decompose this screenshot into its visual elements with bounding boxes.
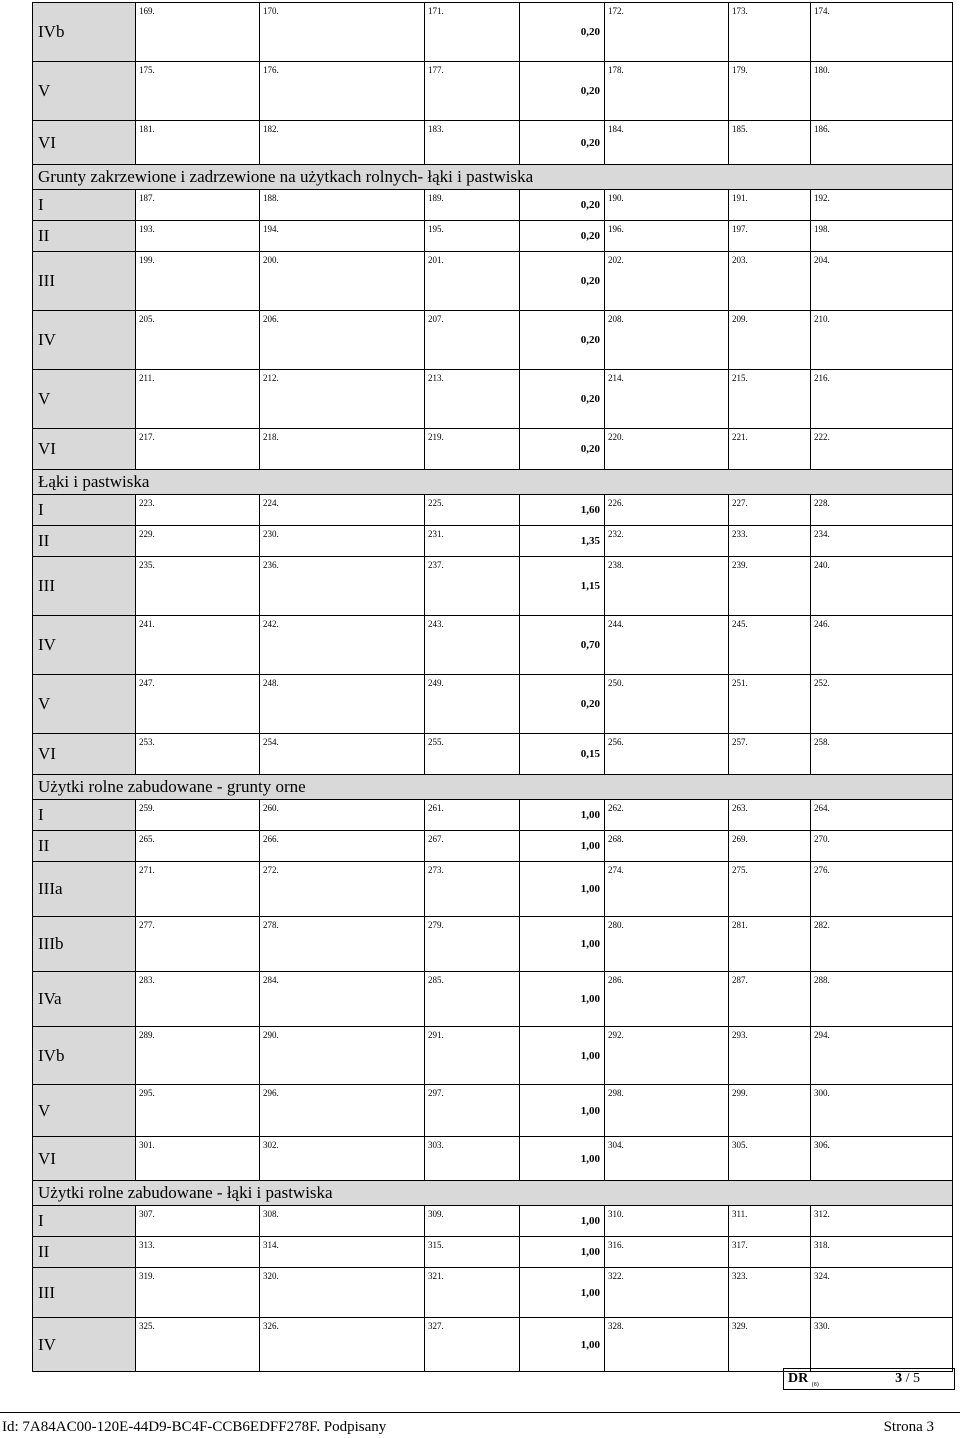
table-row <box>33 1137 953 1181</box>
area-entry-cell[interactable]: 184. <box>605 121 729 165</box>
area-entry-cell[interactable]: 294. <box>811 1027 953 1085</box>
area-entry-cell[interactable]: 268. <box>605 831 729 862</box>
area-entry-cell[interactable]: 277. <box>136 917 260 972</box>
class-label: VI <box>33 734 136 775</box>
table-row <box>33 3 953 62</box>
conversion-factor: 1,00 <box>520 1137 605 1181</box>
conversion-factor: 1,00 <box>520 800 605 831</box>
area-entry-cell[interactable]: 292. <box>605 1027 729 1085</box>
conversion-factor: 0,15 <box>520 734 605 775</box>
area-entry-cell[interactable]: 173. <box>729 3 811 62</box>
section-header-row <box>33 1181 953 1206</box>
area-entry-cell[interactable]: 318. <box>811 1237 953 1268</box>
conversion-factor: 0,20 <box>520 311 605 370</box>
table-row <box>33 734 953 775</box>
page-label: Strona 3 <box>883 1419 934 1435</box>
area-entry-cell[interactable]: 264. <box>811 800 953 831</box>
conversion-factor: 1,00 <box>520 917 605 972</box>
area-entry-cell[interactable]: 210. <box>811 311 953 370</box>
area-entry-cell[interactable]: 326. <box>260 1318 425 1372</box>
table-row <box>33 1237 953 1268</box>
area-entry-cell[interactable]: 316. <box>605 1237 729 1268</box>
area-entry-cell[interactable]: 260. <box>260 800 425 831</box>
area-entry-cell[interactable]: 200. <box>260 252 425 311</box>
area-entry-cell[interactable]: 275. <box>729 862 811 917</box>
class-label: IIIa <box>33 862 136 917</box>
class-label: IVb <box>33 1027 136 1085</box>
section-header-row <box>33 775 953 800</box>
area-entry-cell[interactable]: 293. <box>729 1027 811 1085</box>
class-label: V <box>33 370 136 429</box>
area-entry-cell[interactable]: 306. <box>811 1137 953 1181</box>
conversion-factor: 1,00 <box>520 1318 605 1372</box>
area-entry-cell[interactable]: 289. <box>136 1027 260 1085</box>
form-version: (8) <box>811 1381 819 1388</box>
area-entry-cell[interactable]: 315. <box>425 1237 520 1268</box>
area-entry-cell[interactable]: 255. <box>425 734 520 775</box>
table-row <box>33 1206 953 1237</box>
conversion-factor: 1,00 <box>520 1237 605 1268</box>
area-entry-cell[interactable]: 214. <box>605 370 729 429</box>
area-entry-cell[interactable]: 181. <box>136 121 260 165</box>
area-entry-cell[interactable]: 296. <box>260 1085 425 1137</box>
area-entry-cell[interactable]: 311. <box>729 1206 811 1237</box>
class-label: III <box>33 557 136 616</box>
area-entry-cell[interactable]: 193. <box>136 221 260 252</box>
table-row <box>33 429 953 470</box>
area-entry-cell[interactable]: 245. <box>729 616 811 675</box>
conversion-factor: 1,60 <box>520 495 605 526</box>
area-entry-cell[interactable]: 230. <box>260 526 425 557</box>
area-entry-cell[interactable]: 190. <box>605 190 729 221</box>
area-entry-cell[interactable]: 244. <box>605 616 729 675</box>
conversion-factor: 0,20 <box>520 190 605 221</box>
footer-divider <box>0 1412 960 1413</box>
area-entry-cell[interactable]: 312. <box>811 1206 953 1237</box>
area-entry-cell[interactable]: 282. <box>811 917 953 972</box>
conversion-factor: 1,00 <box>520 1085 605 1137</box>
land-classification-table <box>32 2 953 1372</box>
area-entry-cell[interactable]: 276. <box>811 862 953 917</box>
conversion-factor: 0,20 <box>520 429 605 470</box>
conversion-factor: 0,20 <box>520 370 605 429</box>
table-row <box>33 675 953 734</box>
area-entry-cell[interactable]: 328. <box>605 1318 729 1372</box>
class-label: VI <box>33 1137 136 1181</box>
area-entry-cell[interactable]: 221. <box>729 429 811 470</box>
table-row <box>33 252 953 311</box>
conversion-factor: 0,20 <box>520 3 605 62</box>
area-entry-cell[interactable]: 301. <box>136 1137 260 1181</box>
area-entry-cell[interactable]: 217. <box>136 429 260 470</box>
area-entry-cell[interactable]: 251. <box>729 675 811 734</box>
area-entry-cell[interactable]: 323. <box>729 1268 811 1318</box>
class-label: II <box>33 526 136 557</box>
table-row <box>33 1027 953 1085</box>
area-entry-cell[interactable]: 228. <box>811 495 953 526</box>
page-counter: 3 / 5 <box>895 1371 920 1386</box>
class-label: I <box>33 800 136 831</box>
area-entry-cell[interactable]: 270. <box>811 831 953 862</box>
table-row <box>33 831 953 862</box>
table-row <box>33 1268 953 1318</box>
area-entry-cell[interactable]: 236. <box>260 557 425 616</box>
area-entry-cell[interactable]: 170. <box>260 3 425 62</box>
class-label: V <box>33 675 136 734</box>
area-entry-cell[interactable]: 253. <box>136 734 260 775</box>
area-entry-cell[interactable]: 271. <box>136 862 260 917</box>
area-entry-cell[interactable]: 263. <box>729 800 811 831</box>
area-entry-cell[interactable]: 287. <box>729 972 811 1027</box>
area-entry-cell[interactable]: 233. <box>729 526 811 557</box>
conversion-factor: 1,00 <box>520 1027 605 1085</box>
section-title: Użytki rolne zabudowane - grunty orne <box>33 775 953 800</box>
conversion-factor: 1,15 <box>520 557 605 616</box>
area-entry-cell[interactable]: 265. <box>136 831 260 862</box>
area-entry-cell[interactable]: 269. <box>729 831 811 862</box>
area-entry-cell[interactable]: 179. <box>729 62 811 121</box>
area-entry-cell[interactable]: 207. <box>425 311 520 370</box>
class-label: II <box>33 1237 136 1268</box>
area-entry-cell[interactable]: 243. <box>425 616 520 675</box>
area-entry-cell[interactable]: 191. <box>729 190 811 221</box>
area-entry-cell[interactable]: 290. <box>260 1027 425 1085</box>
area-entry-cell[interactable]: 278. <box>260 917 425 972</box>
area-entry-cell[interactable]: 178. <box>605 62 729 121</box>
area-entry-cell[interactable]: 303. <box>425 1137 520 1181</box>
conversion-factor: 1,00 <box>520 831 605 862</box>
class-label: I <box>33 495 136 526</box>
area-entry-cell[interactable]: 201. <box>425 252 520 311</box>
section-header-row <box>33 165 953 190</box>
document-id: Id: 7A84AC00-120E-44D9-BC4F-CCB6EDFF278F. Podpisany <box>2 1419 387 1435</box>
area-entry-cell[interactable]: 261. <box>425 800 520 831</box>
area-entry-cell[interactable]: 320. <box>260 1268 425 1318</box>
area-entry-cell[interactable]: 319. <box>136 1268 260 1318</box>
area-entry-cell[interactable]: 211. <box>136 370 260 429</box>
conversion-factor: 0,20 <box>520 221 605 252</box>
table-row <box>33 311 953 370</box>
area-entry-cell[interactable]: 273. <box>425 862 520 917</box>
conversion-factor: 0,70 <box>520 616 605 675</box>
conversion-factor: 0,20 <box>520 121 605 165</box>
area-entry-cell[interactable]: 266. <box>260 831 425 862</box>
table-row <box>33 1085 953 1137</box>
area-entry-cell[interactable]: 250. <box>605 675 729 734</box>
area-entry-cell[interactable]: 310. <box>605 1206 729 1237</box>
area-entry-cell[interactable]: 249. <box>425 675 520 734</box>
area-entry-cell[interactable]: 283. <box>136 972 260 1027</box>
area-entry-cell[interactable]: 195. <box>425 221 520 252</box>
table-row <box>33 972 953 1027</box>
area-entry-cell[interactable]: 202. <box>605 252 729 311</box>
area-entry-cell[interactable]: 174. <box>811 3 953 62</box>
area-entry-cell[interactable]: 285. <box>425 972 520 1027</box>
area-entry-cell[interactable]: 321. <box>425 1268 520 1318</box>
section-header-row <box>33 470 953 495</box>
area-entry-cell[interactable]: 313. <box>136 1237 260 1268</box>
class-label: I <box>33 190 136 221</box>
table-row <box>33 221 953 252</box>
area-entry-cell[interactable]: 176. <box>260 62 425 121</box>
table-row <box>33 800 953 831</box>
area-entry-cell[interactable]: 298. <box>605 1085 729 1137</box>
area-entry-cell[interactable]: 224. <box>260 495 425 526</box>
area-entry-cell[interactable]: 248. <box>260 675 425 734</box>
section-title: Użytki rolne zabudowane - łąki i pastwiska <box>33 1181 953 1206</box>
class-label: V <box>33 1085 136 1137</box>
area-entry-cell[interactable]: 218. <box>260 429 425 470</box>
class-label: IV <box>33 616 136 675</box>
area-entry-cell[interactable]: 288. <box>811 972 953 1027</box>
area-entry-cell[interactable]: 279. <box>425 917 520 972</box>
area-entry-cell[interactable]: 172. <box>605 3 729 62</box>
area-entry-cell[interactable]: 307. <box>136 1206 260 1237</box>
form-code: DR $_{(8)}$ <box>788 1371 819 1388</box>
area-entry-cell[interactable]: 329. <box>729 1318 811 1372</box>
area-entry-cell[interactable]: 215. <box>729 370 811 429</box>
area-entry-cell[interactable]: 299. <box>729 1085 811 1137</box>
area-entry-cell[interactable]: 317. <box>729 1237 811 1268</box>
area-entry-cell[interactable]: 304. <box>605 1137 729 1181</box>
area-entry-cell[interactable]: 216. <box>811 370 953 429</box>
area-entry-cell[interactable]: 203. <box>729 252 811 311</box>
area-entry-cell[interactable]: 227. <box>729 495 811 526</box>
class-label: VI <box>33 429 136 470</box>
area-entry-cell[interactable]: 223. <box>136 495 260 526</box>
area-entry-cell[interactable]: 242. <box>260 616 425 675</box>
area-entry-cell[interactable]: 239. <box>729 557 811 616</box>
area-entry-cell[interactable]: 252. <box>811 675 953 734</box>
area-entry-cell[interactable]: 182. <box>260 121 425 165</box>
area-entry-cell[interactable]: 208. <box>605 311 729 370</box>
table-row <box>33 370 953 429</box>
area-entry-cell[interactable]: 196. <box>605 221 729 252</box>
conversion-factor: 0,20 <box>520 62 605 121</box>
class-label: IIIb <box>33 917 136 972</box>
area-entry-cell[interactable]: 204. <box>811 252 953 311</box>
table-row <box>33 121 953 165</box>
area-entry-cell[interactable]: 171. <box>425 3 520 62</box>
area-entry-cell[interactable]: 197. <box>729 221 811 252</box>
area-entry-cell[interactable]: 247. <box>136 675 260 734</box>
form-code-box <box>783 1368 955 1390</box>
area-entry-cell[interactable]: 297. <box>425 1085 520 1137</box>
area-entry-cell[interactable]: 291. <box>425 1027 520 1085</box>
conversion-factor: 1,35 <box>520 526 605 557</box>
class-label: V <box>33 62 136 121</box>
area-entry-cell[interactable]: 309. <box>425 1206 520 1237</box>
table-row <box>33 1318 953 1372</box>
area-entry-cell[interactable]: 192. <box>811 190 953 221</box>
area-entry-cell[interactable]: 274. <box>605 862 729 917</box>
area-entry-cell[interactable]: 226. <box>605 495 729 526</box>
area-entry-cell[interactable]: 256. <box>605 734 729 775</box>
area-entry-cell[interactable]: 286. <box>605 972 729 1027</box>
area-entry-cell[interactable]: 234. <box>811 526 953 557</box>
conversion-factor: 1,00 <box>520 1206 605 1237</box>
area-entry-cell[interactable]: 177. <box>425 62 520 121</box>
area-entry-cell[interactable]: 231. <box>425 526 520 557</box>
class-label: II <box>33 221 136 252</box>
area-entry-cell[interactable]: 272. <box>260 862 425 917</box>
area-entry-cell[interactable]: 295. <box>136 1085 260 1137</box>
area-entry-cell[interactable]: 330. <box>811 1318 953 1372</box>
table-row <box>33 862 953 917</box>
area-entry-cell[interactable]: 238. <box>605 557 729 616</box>
area-entry-cell[interactable]: 241. <box>136 616 260 675</box>
area-entry-cell[interactable]: 187. <box>136 190 260 221</box>
area-entry-cell[interactable]: 280. <box>605 917 729 972</box>
area-entry-cell[interactable]: 220. <box>605 429 729 470</box>
class-label: III <box>33 252 136 311</box>
area-entry-cell[interactable]: 180. <box>811 62 953 121</box>
class-label: IV <box>33 311 136 370</box>
area-entry-cell[interactable]: 209. <box>729 311 811 370</box>
area-entry-cell[interactable]: 213. <box>425 370 520 429</box>
table-row <box>33 190 953 221</box>
area-entry-cell[interactable]: 325. <box>136 1318 260 1372</box>
area-entry-cell[interactable]: 169. <box>136 3 260 62</box>
class-label: I <box>33 1206 136 1237</box>
area-entry-cell[interactable]: 246. <box>811 616 953 675</box>
area-entry-cell[interactable]: 258. <box>811 734 953 775</box>
class-label: II <box>33 831 136 862</box>
area-entry-cell[interactable]: 322. <box>605 1268 729 1318</box>
class-label: III <box>33 1268 136 1318</box>
area-entry-cell[interactable]: 198. <box>811 221 953 252</box>
area-entry-cell[interactable]: 235. <box>136 557 260 616</box>
table-row <box>33 616 953 675</box>
table-row <box>33 557 953 616</box>
table-row <box>33 62 953 121</box>
area-entry-cell[interactable]: 222. <box>811 429 953 470</box>
area-entry-cell[interactable]: 205. <box>136 311 260 370</box>
area-entry-cell[interactable]: 284. <box>260 972 425 1027</box>
conversion-factor: 0,20 <box>520 675 605 734</box>
area-entry-cell[interactable]: 254. <box>260 734 425 775</box>
class-label: IV <box>33 1318 136 1372</box>
section-title: Łąki i pastwiska <box>33 470 953 495</box>
conversion-factor: 0,20 <box>520 252 605 311</box>
class-label: IVb <box>33 3 136 62</box>
area-entry-cell[interactable]: 232. <box>605 526 729 557</box>
area-entry-cell[interactable]: 281. <box>729 917 811 972</box>
area-entry-cell[interactable]: 262. <box>605 800 729 831</box>
conversion-factor: 1,00 <box>520 862 605 917</box>
area-entry-cell[interactable]: 219. <box>425 429 520 470</box>
conversion-factor: 1,00 <box>520 972 605 1027</box>
section-title: Grunty zakrzewione i zadrzewione na użytkach rolnych- łąki i pastwiska <box>33 165 953 190</box>
area-entry-cell[interactable]: 237. <box>425 557 520 616</box>
area-entry-cell[interactable]: 300. <box>811 1085 953 1137</box>
area-entry-cell[interactable]: 183. <box>425 121 520 165</box>
area-entry-cell[interactable]: 194. <box>260 221 425 252</box>
conversion-factor: 1,00 <box>520 1268 605 1318</box>
area-entry-cell[interactable]: 189. <box>425 190 520 221</box>
area-entry-cell[interactable]: 257. <box>729 734 811 775</box>
class-label: IVa <box>33 972 136 1027</box>
area-entry-cell[interactable]: 229. <box>136 526 260 557</box>
area-entry-cell[interactable]: 259. <box>136 800 260 831</box>
area-entry-cell[interactable]: 305. <box>729 1137 811 1181</box>
area-entry-cell[interactable]: 212. <box>260 370 425 429</box>
area-entry-cell[interactable]: 185. <box>729 121 811 165</box>
table-row <box>33 495 953 526</box>
area-entry-cell[interactable]: 314. <box>260 1237 425 1268</box>
area-entry-cell[interactable]: 175. <box>136 62 260 121</box>
area-entry-cell[interactable]: 267. <box>425 831 520 862</box>
area-entry-cell[interactable]: 324. <box>811 1268 953 1318</box>
area-entry-cell[interactable]: 225. <box>425 495 520 526</box>
area-entry-cell[interactable]: 186. <box>811 121 953 165</box>
table-row <box>33 526 953 557</box>
area-entry-cell[interactable]: 199. <box>136 252 260 311</box>
area-entry-cell[interactable]: 308. <box>260 1206 425 1237</box>
class-label: VI <box>33 121 136 165</box>
area-entry-cell[interactable]: 188. <box>260 190 425 221</box>
area-entry-cell[interactable]: 240. <box>811 557 953 616</box>
area-entry-cell[interactable]: 206. <box>260 311 425 370</box>
area-entry-cell[interactable]: 327. <box>425 1318 520 1372</box>
area-entry-cell[interactable]: 302. <box>260 1137 425 1181</box>
table-row <box>33 917 953 972</box>
